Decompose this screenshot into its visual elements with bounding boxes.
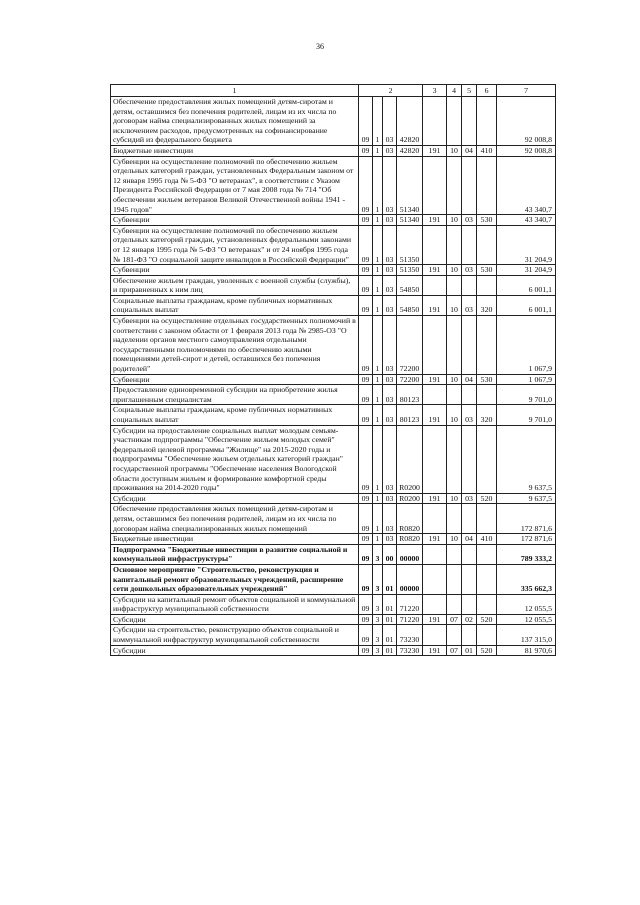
code-cell: 80123: [397, 405, 423, 425]
table-row: [111, 316, 556, 375]
code-cell: 10: [447, 534, 462, 545]
code-cell: 09: [359, 156, 373, 215]
amount-cell: 92 008,8: [497, 97, 556, 146]
code-cell: 03: [383, 275, 397, 295]
header-cell: 4: [447, 85, 462, 97]
code-cell: 09: [359, 645, 373, 656]
code-cell: 10: [447, 405, 462, 425]
row-name-cell: Субсидии на предоставление социальных выплат молодым семьям-участникам подпрограммы "Обеспечение жильем молодых семей" федеральной целевой программы "Жилище" на 2015-2020 годы и подпрограммы "Обеспечение жильем отдельных категорий граждан" государственной программы "Обеспечение населения Вологодской области доступным жильем и формирование комфортной среды проживания на 2014-2020 годы": [111, 425, 359, 493]
code-cell: 1: [373, 225, 383, 264]
code-cell: [477, 316, 497, 375]
code-cell: 1: [373, 425, 383, 493]
code-cell: 01: [383, 564, 397, 594]
code-cell: R0200: [397, 493, 423, 504]
header-cell: 5: [462, 85, 477, 97]
code-cell: [477, 625, 497, 645]
code-cell: [447, 625, 462, 645]
table-row: [111, 215, 556, 226]
table-row: [111, 265, 556, 276]
header-cell: 2: [359, 85, 423, 97]
code-cell: 80123: [397, 385, 423, 405]
code-cell: 54850: [397, 275, 423, 295]
code-cell: 01: [462, 645, 477, 656]
code-cell: 04: [462, 534, 477, 545]
code-cell: 530: [477, 215, 497, 226]
code-cell: [423, 275, 447, 295]
code-cell: [462, 625, 477, 645]
amount-cell: 9 637,5: [497, 493, 556, 504]
code-cell: [462, 564, 477, 594]
amount-cell: 1 067,9: [497, 374, 556, 385]
amount-cell: 9 637,5: [497, 425, 556, 493]
code-cell: [447, 594, 462, 614]
code-cell: 03: [383, 156, 397, 215]
code-cell: [423, 316, 447, 375]
code-cell: 09: [359, 544, 373, 564]
code-cell: 520: [477, 645, 497, 656]
code-cell: 03: [462, 493, 477, 504]
code-cell: 03: [383, 97, 397, 146]
table-body: [111, 85, 556, 656]
code-cell: 09: [359, 594, 373, 614]
code-cell: 03: [383, 493, 397, 504]
code-cell: 73230: [397, 625, 423, 645]
code-cell: 72200: [397, 374, 423, 385]
code-cell: 09: [359, 385, 373, 405]
code-cell: 3: [373, 625, 383, 645]
code-cell: 520: [477, 493, 497, 504]
row-name-cell: Субвенции на осуществление полномочий по обеспечению жильем отдельных категорий граждан, установленных Федеральным законом от 12 января 1995 года № 5-ФЗ "О ветеранах", в соответствии с Указом Президента Российской Федерации от 7 мая 2008 года № 714 "Об обеспечении жильем ветеранов Великой Отечественной войны 1941 - 1945 годов": [111, 156, 359, 215]
table-row: [111, 374, 556, 385]
row-name-cell: Бюджетные инвестиции: [111, 534, 359, 545]
code-cell: 72200: [397, 316, 423, 375]
code-cell: 530: [477, 265, 497, 276]
code-cell: 09: [359, 425, 373, 493]
code-cell: [477, 225, 497, 264]
code-cell: 3: [373, 544, 383, 564]
code-cell: 54850: [397, 295, 423, 315]
code-cell: [477, 504, 497, 534]
code-cell: [477, 425, 497, 493]
amount-cell: 31 204,9: [497, 225, 556, 264]
code-cell: [423, 594, 447, 614]
budget-table: [110, 84, 556, 656]
code-cell: [447, 385, 462, 405]
code-cell: [462, 156, 477, 215]
code-cell: [462, 594, 477, 614]
page-number: 36: [316, 42, 324, 51]
code-cell: [462, 316, 477, 375]
code-cell: 03: [462, 265, 477, 276]
code-cell: 03: [383, 405, 397, 425]
code-cell: [462, 275, 477, 295]
code-cell: 03: [383, 145, 397, 156]
amount-cell: 92 008,8: [497, 145, 556, 156]
code-cell: 191: [423, 493, 447, 504]
table-row-bold: [111, 564, 556, 594]
code-cell: [447, 504, 462, 534]
code-cell: 3: [373, 594, 383, 614]
row-name-cell: Субвенции: [111, 215, 359, 226]
code-cell: 3: [373, 614, 383, 625]
code-cell: 410: [477, 145, 497, 156]
code-cell: 191: [423, 534, 447, 545]
code-cell: 09: [359, 614, 373, 625]
code-cell: 09: [359, 504, 373, 534]
code-cell: 51340: [397, 156, 423, 215]
code-cell: [423, 544, 447, 564]
code-cell: 09: [359, 145, 373, 156]
code-cell: R0200: [397, 425, 423, 493]
row-name-cell: Субсидии: [111, 493, 359, 504]
code-cell: [477, 544, 497, 564]
code-cell: [462, 544, 477, 564]
table-row: [111, 425, 556, 493]
code-cell: 09: [359, 534, 373, 545]
code-cell: 03: [383, 374, 397, 385]
code-cell: 410: [477, 534, 497, 545]
code-cell: 03: [383, 385, 397, 405]
code-cell: 09: [359, 225, 373, 264]
amount-cell: 137 315,0: [497, 625, 556, 645]
code-cell: [423, 564, 447, 594]
table-row: [111, 645, 556, 656]
table-row: [111, 295, 556, 315]
code-cell: 01: [383, 645, 397, 656]
row-name-cell: Субсидии на капитальный ремонт объектов социальной и коммунальной инфраструктур муниципальной собственности: [111, 594, 359, 614]
amount-cell: 9 701,0: [497, 405, 556, 425]
code-cell: [447, 97, 462, 146]
code-cell: 04: [462, 145, 477, 156]
code-cell: 3: [373, 645, 383, 656]
code-cell: 1: [373, 275, 383, 295]
amount-cell: 31 204,9: [497, 265, 556, 276]
row-name-cell: Субсидии: [111, 614, 359, 625]
code-cell: [462, 504, 477, 534]
code-cell: [477, 564, 497, 594]
code-cell: 01: [383, 625, 397, 645]
code-cell: [423, 97, 447, 146]
code-cell: 09: [359, 295, 373, 315]
table-row: [111, 405, 556, 425]
code-cell: 71220: [397, 614, 423, 625]
row-name-cell: Субвенции на осуществление полномочий по обеспечению жильем отдельных категорий граждан, установленных федеральными законами от 12 января 1995 года № 5-ФЗ "О ветеранах" и от 24 ноября 1995 года № 181-ФЗ "О социальной защите инвалидов в Российской Федерации": [111, 225, 359, 264]
amount-cell: 43 340,7: [497, 215, 556, 226]
code-cell: [447, 564, 462, 594]
code-cell: 03: [383, 504, 397, 534]
row-name-cell: Обеспечение предоставления жилых помещений детям-сиротам и детям, оставшимся без попечения родителей, лицам из их числа по договорам найма специализированных жилых помещений за исключением расходов, предусмотренных на софинансирование субсидий из федерального бюджета: [111, 97, 359, 146]
code-cell: 1: [373, 156, 383, 215]
code-cell: 09: [359, 275, 373, 295]
code-cell: 00: [383, 544, 397, 564]
amount-cell: 335 662,3: [497, 564, 556, 594]
code-cell: R0820: [397, 534, 423, 545]
amount-cell: 789 333,2: [497, 544, 556, 564]
code-cell: 09: [359, 493, 373, 504]
table-row: [111, 145, 556, 156]
code-cell: [447, 225, 462, 264]
table-row: [111, 156, 556, 215]
code-cell: [447, 425, 462, 493]
code-cell: 01: [383, 614, 397, 625]
row-name-cell: Субсидии на строительство, реконструкцию объектов социальной и коммунальной инфраструктур муниципальной собственности: [111, 625, 359, 645]
amount-cell: 12 055,5: [497, 614, 556, 625]
code-cell: 09: [359, 215, 373, 226]
table-row: [111, 504, 556, 534]
code-cell: [423, 225, 447, 264]
code-cell: 10: [447, 265, 462, 276]
row-name-cell: Субвенции: [111, 265, 359, 276]
code-cell: [447, 316, 462, 375]
row-name-cell: Основное мероприятие "Строительство, реконструкция и капитальный ремонт образовательных учреждений, расширение сети дошкольных образовательных учреждений": [111, 564, 359, 594]
table-row: [111, 614, 556, 625]
code-cell: 10: [447, 145, 462, 156]
code-cell: 03: [383, 225, 397, 264]
code-cell: [423, 504, 447, 534]
amount-cell: 172 871,6: [497, 504, 556, 534]
code-cell: 1: [373, 504, 383, 534]
code-cell: [462, 425, 477, 493]
amount-cell: 6 001,1: [497, 275, 556, 295]
table-row: [111, 225, 556, 264]
code-cell: 1: [373, 265, 383, 276]
header-cell: 7: [497, 85, 556, 97]
table-row: [111, 385, 556, 405]
table-row-bold: [111, 544, 556, 564]
code-cell: [477, 156, 497, 215]
code-cell: 09: [359, 374, 373, 385]
code-cell: 1: [373, 145, 383, 156]
row-name-cell: Субвенции на осуществление отдельных государственных полномочий в соответствии с законом области от 1 февраля 2013 года № 2985-ОЗ "О наделении органов местного самоуправления отдельными государственными полномочиями по обеспечению жилыми помещениями детей-сирот и детей, оставшихся без попечения родителей": [111, 316, 359, 375]
row-name-cell: Социальные выплаты гражданам, кроме публичных нормативных социальных выплат: [111, 405, 359, 425]
code-cell: [423, 425, 447, 493]
amount-cell: 81 970,6: [497, 645, 556, 656]
code-cell: 1: [373, 534, 383, 545]
code-cell: [447, 544, 462, 564]
code-cell: 03: [383, 534, 397, 545]
code-cell: 03: [462, 215, 477, 226]
code-cell: 51350: [397, 265, 423, 276]
code-cell: 1: [373, 215, 383, 226]
code-cell: 1: [373, 374, 383, 385]
code-cell: 10: [447, 493, 462, 504]
code-cell: 191: [423, 405, 447, 425]
code-cell: [423, 385, 447, 405]
code-cell: 03: [383, 215, 397, 226]
amount-cell: 12 055,5: [497, 594, 556, 614]
code-cell: [477, 385, 497, 405]
header-cell: 3: [423, 85, 447, 97]
row-name-cell: Обеспечение жильем граждан, уволенных с военной службы (службы), и приравненных к ним лиц: [111, 275, 359, 295]
code-cell: 03: [383, 295, 397, 315]
code-cell: 520: [477, 614, 497, 625]
code-cell: [477, 594, 497, 614]
code-cell: [462, 385, 477, 405]
row-name-cell: Предоставление единовременной субсидии на приобретение жилья приглашенным специалистам: [111, 385, 359, 405]
code-cell: [477, 97, 497, 146]
code-cell: 1: [373, 316, 383, 375]
code-cell: 42820: [397, 97, 423, 146]
table-row: [111, 625, 556, 645]
code-cell: 09: [359, 316, 373, 375]
code-cell: 1: [373, 493, 383, 504]
code-cell: [423, 156, 447, 215]
amount-cell: 43 340,7: [497, 156, 556, 215]
code-cell: 03: [383, 425, 397, 493]
code-cell: 530: [477, 374, 497, 385]
code-cell: [462, 225, 477, 264]
table-row: [111, 275, 556, 295]
header-cell: 1: [111, 85, 359, 97]
code-cell: 03: [383, 265, 397, 276]
code-cell: 42820: [397, 145, 423, 156]
code-cell: 09: [359, 405, 373, 425]
code-cell: 320: [477, 295, 497, 315]
code-cell: 51350: [397, 225, 423, 264]
row-name-cell: Субсидии: [111, 645, 359, 656]
table-row: [111, 594, 556, 614]
code-cell: 1: [373, 295, 383, 315]
header-row: [111, 85, 556, 97]
code-cell: 191: [423, 265, 447, 276]
code-cell: 03: [462, 295, 477, 315]
code-cell: 191: [423, 374, 447, 385]
code-cell: 03: [383, 316, 397, 375]
code-cell: 1: [373, 405, 383, 425]
code-cell: 191: [423, 145, 447, 156]
code-cell: 191: [423, 295, 447, 315]
amount-cell: 6 001,1: [497, 295, 556, 315]
code-cell: 191: [423, 645, 447, 656]
code-cell: 09: [359, 564, 373, 594]
header-cell: 6: [477, 85, 497, 97]
code-cell: 02: [462, 614, 477, 625]
code-cell: 09: [359, 625, 373, 645]
code-cell: 191: [423, 215, 447, 226]
code-cell: 09: [359, 265, 373, 276]
code-cell: 00000: [397, 544, 423, 564]
code-cell: [477, 275, 497, 295]
code-cell: 10: [447, 295, 462, 315]
code-cell: 09: [359, 97, 373, 146]
table-row: [111, 493, 556, 504]
code-cell: 04: [462, 374, 477, 385]
amount-cell: 172 871,6: [497, 534, 556, 545]
table-row: [111, 534, 556, 545]
code-cell: 10: [447, 215, 462, 226]
code-cell: 320: [477, 405, 497, 425]
code-cell: 73230: [397, 645, 423, 656]
code-cell: 191: [423, 614, 447, 625]
row-name-cell: Социальные выплаты гражданам, кроме публичных нормативных социальных выплат: [111, 295, 359, 315]
code-cell: [423, 625, 447, 645]
code-cell: 71220: [397, 594, 423, 614]
amount-cell: 1 067,9: [497, 316, 556, 375]
code-cell: 1: [373, 385, 383, 405]
row-name-cell: Субвенции: [111, 374, 359, 385]
code-cell: 51340: [397, 215, 423, 226]
amount-cell: 9 701,0: [497, 385, 556, 405]
code-cell: 10: [447, 374, 462, 385]
row-name-cell: Подпрограмма "Бюджетные инвестиции в развитие социальной и коммунальной инфраструктуры": [111, 544, 359, 564]
code-cell: 3: [373, 564, 383, 594]
row-name-cell: Обеспечение предоставления жилых помещений детям-сиротам и детям, оставшимся без попечения родителей, лицам из их числа по договорам найма специализированных жилых помещений: [111, 504, 359, 534]
table-row: [111, 97, 556, 146]
code-cell: [447, 275, 462, 295]
code-cell: R0820: [397, 504, 423, 534]
code-cell: [447, 156, 462, 215]
code-cell: [462, 97, 477, 146]
code-cell: 00000: [397, 564, 423, 594]
code-cell: 01: [383, 594, 397, 614]
code-cell: 03: [462, 405, 477, 425]
code-cell: 1: [373, 97, 383, 146]
code-cell: 07: [447, 645, 462, 656]
code-cell: 07: [447, 614, 462, 625]
row-name-cell: Бюджетные инвестиции: [111, 145, 359, 156]
